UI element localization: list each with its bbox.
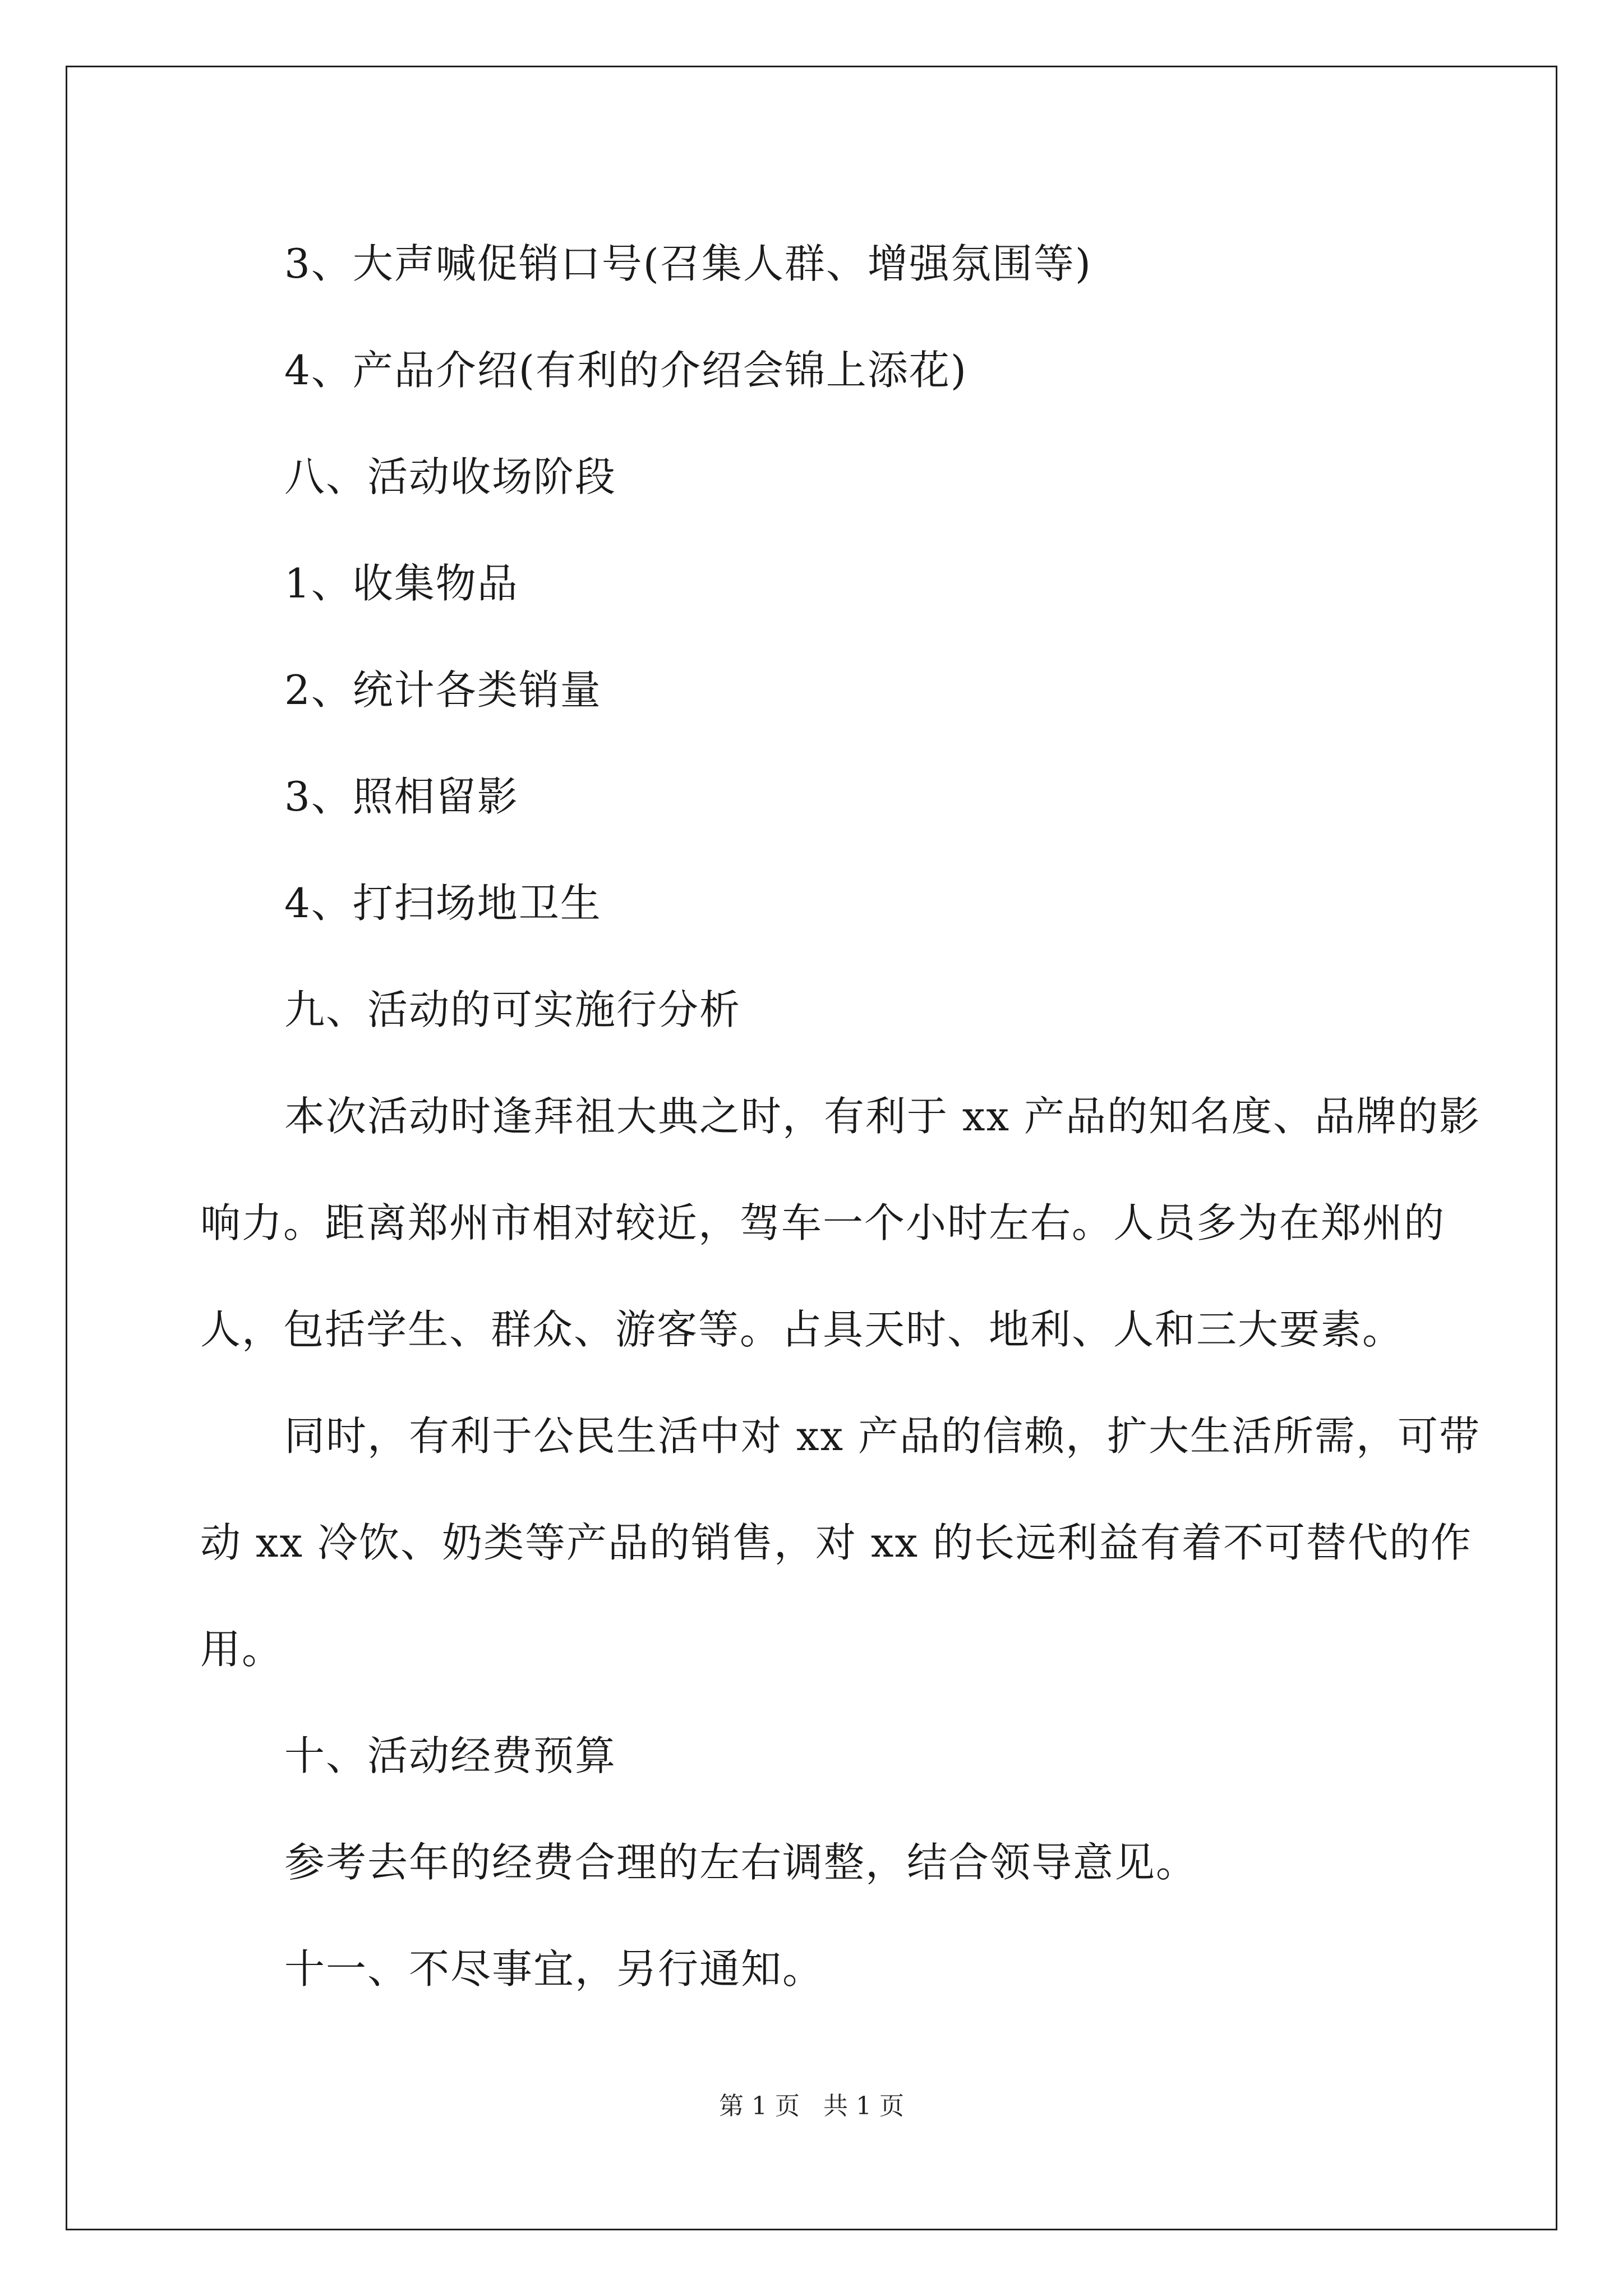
list-item: 2、统计各类销量 — [284, 666, 602, 714]
page-number: 第 1 页 — [719, 2092, 800, 2120]
list-item: 1、收集物品 — [284, 560, 519, 607]
section-heading: 九、活动的可实施行分析 — [284, 986, 741, 1033]
list-item: 3、照相留影 — [284, 773, 519, 820]
paragraph-line: 同时，有利于公民生活中对 xx 产品的信赖，扩大生活所需，可带 — [284, 1412, 1481, 1460]
document-body — [200, 210, 1481, 2022]
section-heading: 十一、不尽事宜，另行通知。 — [284, 1945, 824, 1993]
paragraph-line: 参考去年的经费合理的左右调整，结合领导意见。 — [284, 1839, 1198, 1886]
paragraph-line: 动 xx 冷饮、奶类等产品的销售，对 xx 的长远利益有着不可替代的作 — [200, 1519, 1472, 1566]
page-total: 共 1 页 — [823, 2092, 904, 2120]
page-footer — [0, 2090, 1623, 2123]
list-item: 4、产品介绍(有利的介绍会锦上添花) — [284, 347, 967, 394]
list-item: 4、打扫场地卫生 — [284, 880, 602, 927]
section-heading: 十、活动经费预算 — [284, 1732, 617, 1779]
paragraph-line: 人，包括学生、群众、游客等。占具天时、地利、人和三大要素。 — [200, 1306, 1404, 1353]
paragraph-line: 用。 — [200, 1626, 284, 1673]
paragraph-line: 响力。距离郑州市相对较近，驾车一个小时左右。人员多为在郑州的 — [200, 1199, 1446, 1246]
paragraph-line: 本次活动时逢拜祖大典之时，有利于 xx 产品的知名度、品牌的影 — [284, 1093, 1481, 1140]
list-item: 3、大声喊促销口号(召集人群、增强氛围等) — [284, 240, 1092, 287]
section-heading: 八、活动收场阶段 — [284, 453, 617, 500]
